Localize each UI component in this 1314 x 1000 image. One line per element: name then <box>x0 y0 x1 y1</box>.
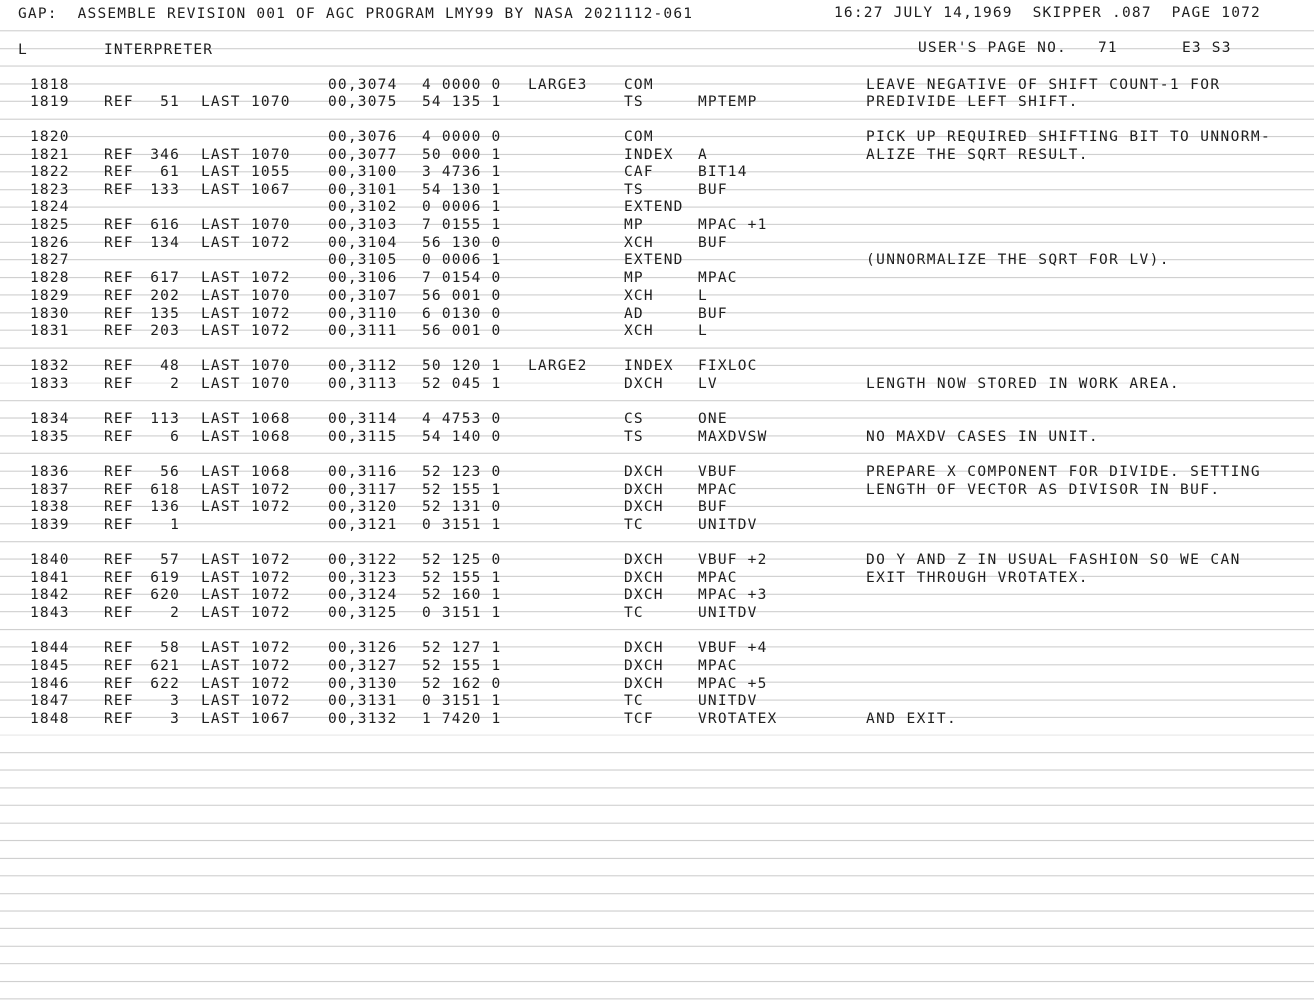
operand: UNITDV <box>698 517 758 533</box>
comment: ALIZE THE SQRT RESULT. <box>866 147 1089 163</box>
line-number: 1828 <box>30 270 70 286</box>
last-label: LAST <box>201 217 241 233</box>
last-label: LAST <box>201 676 241 692</box>
line-number: 1831 <box>30 323 70 339</box>
last-label: LAST <box>201 288 241 304</box>
ref-label: REF <box>104 658 134 674</box>
last-number: 1072 <box>251 482 291 498</box>
address: 00,3111 <box>328 323 398 339</box>
comment: AND EXIT. <box>866 711 958 727</box>
address: 00,3076 <box>328 129 398 145</box>
octal-word: 4 0000 0 <box>422 129 502 145</box>
line-number: 1819 <box>30 94 70 110</box>
section-marker: L <box>18 42 28 58</box>
comment: PREPARE X COMPONENT FOR DIVIDE. SETTING <box>866 464 1262 480</box>
comment: (UNNORMALIZE THE SQRT FOR LV). <box>866 252 1170 268</box>
ref-label: REF <box>104 552 134 568</box>
address: 00,3113 <box>328 376 398 392</box>
line-number: 1839 <box>30 517 70 533</box>
line-number: 1840 <box>30 552 70 568</box>
last-label: LAST <box>201 411 241 427</box>
operand: MAXDVSW <box>698 429 768 445</box>
operand: A <box>698 147 708 163</box>
address: 00,3132 <box>328 711 398 727</box>
operand: L <box>698 323 708 339</box>
ref-label: REF <box>104 235 134 251</box>
octal-word: 52 127 1 <box>422 640 502 656</box>
operand: BIT14 <box>698 164 748 180</box>
opcode: EXTEND <box>624 252 684 268</box>
last-number: 1070 <box>251 147 291 163</box>
opcode: TS <box>624 429 644 445</box>
address: 00,3124 <box>328 587 398 603</box>
address: 00,3120 <box>328 499 398 515</box>
opcode: DXCH <box>624 482 664 498</box>
opcode: TC <box>624 693 644 709</box>
ref-number: 136 <box>150 499 180 515</box>
ref-label: REF <box>104 288 134 304</box>
opcode: DXCH <box>624 676 664 692</box>
ref-number: 621 <box>150 658 180 674</box>
opcode: DXCH <box>624 587 664 603</box>
ref-label: REF <box>104 358 134 374</box>
line-number: 1826 <box>30 235 70 251</box>
ref-label: REF <box>104 517 134 533</box>
opcode: DXCH <box>624 658 664 674</box>
address: 00,3075 <box>328 94 398 110</box>
comment: EXIT THROUGH VROTATEX. <box>866 570 1089 586</box>
operand: BUF <box>698 499 728 515</box>
octal-word: 0 0006 1 <box>422 199 502 215</box>
ref-label: REF <box>104 482 134 498</box>
address: 00,3104 <box>328 235 398 251</box>
ref-number: 56 <box>160 464 180 480</box>
ref-number: 1 <box>170 517 180 533</box>
last-label: LAST <box>201 570 241 586</box>
octal-word: 52 162 0 <box>422 676 502 692</box>
ref-label: REF <box>104 429 134 445</box>
ref-number: 3 <box>170 711 180 727</box>
line-number: 1845 <box>30 658 70 674</box>
ref-number: 618 <box>150 482 180 498</box>
ref-label: REF <box>104 499 134 515</box>
octal-word: 52 160 1 <box>422 587 502 603</box>
comment: LENGTH NOW STORED IN WORK AREA. <box>866 376 1181 392</box>
address: 00,3116 <box>328 464 398 480</box>
ref-label: REF <box>104 270 134 286</box>
last-number: 1068 <box>251 429 291 445</box>
line-number: 1835 <box>30 429 70 445</box>
line-number: 1848 <box>30 711 70 727</box>
address: 00,3121 <box>328 517 398 533</box>
ref-label: REF <box>104 464 134 480</box>
ref-label: REF <box>104 693 134 709</box>
line-number: 1832 <box>30 358 70 374</box>
address: 00,3074 <box>328 77 398 93</box>
last-label: LAST <box>201 164 241 180</box>
last-number: 1070 <box>251 217 291 233</box>
ref-label: REF <box>104 605 134 621</box>
octal-word: 7 0155 1 <box>422 217 502 233</box>
ref-number: 135 <box>150 306 180 322</box>
last-label: LAST <box>201 376 241 392</box>
last-number: 1070 <box>251 94 291 110</box>
octal-word: 54 130 1 <box>422 182 502 198</box>
last-label: LAST <box>201 640 241 656</box>
last-label: LAST <box>201 94 241 110</box>
opcode: TS <box>624 182 644 198</box>
comment: LENGTH OF VECTOR AS DIVISOR IN BUF. <box>866 482 1221 498</box>
operand: BUF <box>698 306 728 322</box>
ref-number: 203 <box>150 323 180 339</box>
section-title: INTERPRETER <box>104 42 214 58</box>
opcode: AD <box>624 306 644 322</box>
octal-word: 0 0006 1 <box>422 252 502 268</box>
last-label: LAST <box>201 587 241 603</box>
opcode: DXCH <box>624 552 664 568</box>
header-timestamp: 16:27 JULY 14,1969 SKIPPER .087 PAGE 1072 <box>834 5 1261 21</box>
ref-number: 134 <box>150 235 180 251</box>
address: 00,3125 <box>328 605 398 621</box>
ref-label: REF <box>104 411 134 427</box>
ref-label: REF <box>104 570 134 586</box>
ref-number: 202 <box>150 288 180 304</box>
last-number: 1068 <box>251 464 291 480</box>
line-number: 1824 <box>30 199 70 215</box>
last-number: 1072 <box>251 640 291 656</box>
operand: FIXLOC <box>698 358 758 374</box>
address: 00,3110 <box>328 306 398 322</box>
last-number: 1072 <box>251 570 291 586</box>
opcode: COM <box>624 129 654 145</box>
address: 00,3077 <box>328 147 398 163</box>
ref-label: REF <box>104 94 134 110</box>
ref-number: 57 <box>160 552 180 568</box>
ref-label: REF <box>104 376 134 392</box>
last-number: 1070 <box>251 376 291 392</box>
ref-number: 48 <box>160 358 180 374</box>
last-number: 1067 <box>251 711 291 727</box>
line-number: 1825 <box>30 217 70 233</box>
ref-number: 622 <box>150 676 180 692</box>
address: 00,3100 <box>328 164 398 180</box>
octal-word: 52 125 0 <box>422 552 502 568</box>
address: 00,3103 <box>328 217 398 233</box>
line-number: 1822 <box>30 164 70 180</box>
operand: VBUF +2 <box>698 552 768 568</box>
last-number: 1055 <box>251 164 291 180</box>
octal-word: 4 0000 0 <box>422 77 502 93</box>
line-number: 1842 <box>30 587 70 603</box>
users-page-label: USER'S PAGE NO. <box>918 40 1067 56</box>
last-label: LAST <box>201 358 241 374</box>
octal-word: 7 0154 0 <box>422 270 502 286</box>
users-page-number: 71 <box>1098 40 1118 56</box>
address: 00,3131 <box>328 693 398 709</box>
ref-number: 617 <box>150 270 180 286</box>
address: 00,3101 <box>328 182 398 198</box>
octal-word: 54 140 0 <box>422 429 502 445</box>
ref-number: 616 <box>150 217 180 233</box>
ref-number: 3 <box>170 693 180 709</box>
operand: ONE <box>698 411 728 427</box>
line-number: 1820 <box>30 129 70 145</box>
line-number: 1836 <box>30 464 70 480</box>
octal-word: 52 123 0 <box>422 464 502 480</box>
address: 00,3123 <box>328 570 398 586</box>
operand: VBUF +4 <box>698 640 768 656</box>
address: 00,3130 <box>328 676 398 692</box>
last-number: 1072 <box>251 235 291 251</box>
ref-number: 6 <box>170 429 180 445</box>
line-number: 1823 <box>30 182 70 198</box>
last-label: LAST <box>201 605 241 621</box>
last-label: LAST <box>201 464 241 480</box>
last-label: LAST <box>201 182 241 198</box>
comment: DO Y AND Z IN USUAL FASHION SO WE CAN <box>866 552 1241 568</box>
ref-label: REF <box>104 587 134 603</box>
octal-word: 56 001 0 <box>422 323 502 339</box>
address: 00,3107 <box>328 288 398 304</box>
last-number: 1072 <box>251 605 291 621</box>
line-number: 1837 <box>30 482 70 498</box>
octal-word: 0 3151 1 <box>422 605 502 621</box>
line-number: 1833 <box>30 376 70 392</box>
last-number: 1072 <box>251 587 291 603</box>
line-number: 1829 <box>30 288 70 304</box>
line-number: 1827 <box>30 252 70 268</box>
ref-number: 133 <box>150 182 180 198</box>
opcode: MP <box>624 270 644 286</box>
address: 00,3126 <box>328 640 398 656</box>
line-number: 1818 <box>30 77 70 93</box>
address: 00,3112 <box>328 358 398 374</box>
octal-word: 3 4736 1 <box>422 164 502 180</box>
operand: MPAC +1 <box>698 217 768 233</box>
octal-word: 50 120 1 <box>422 358 502 374</box>
opcode: CS <box>624 411 644 427</box>
operand: LV <box>698 376 718 392</box>
ref-number: 2 <box>170 605 180 621</box>
address: 00,3102 <box>328 199 398 215</box>
symbol-label: LARGE3 <box>528 77 588 93</box>
line-number: 1841 <box>30 570 70 586</box>
octal-word: 50 000 1 <box>422 147 502 163</box>
ref-number: 61 <box>160 164 180 180</box>
line-number: 1834 <box>30 411 70 427</box>
last-label: LAST <box>201 270 241 286</box>
operand: UNITDV <box>698 693 758 709</box>
ref-number: 346 <box>150 147 180 163</box>
last-number: 1070 <box>251 358 291 374</box>
last-number: 1072 <box>251 270 291 286</box>
ref-label: REF <box>104 306 134 322</box>
address: 00,3117 <box>328 482 398 498</box>
last-number: 1072 <box>251 693 291 709</box>
operand: VROTATEX <box>698 711 778 727</box>
opcode: DXCH <box>624 499 664 515</box>
octal-word: 52 155 1 <box>422 570 502 586</box>
line-number: 1838 <box>30 499 70 515</box>
opcode: TC <box>624 517 644 533</box>
octal-word: 6 0130 0 <box>422 306 502 322</box>
ref-number: 619 <box>150 570 180 586</box>
ref-label: REF <box>104 182 134 198</box>
last-label: LAST <box>201 693 241 709</box>
ref-label: REF <box>104 640 134 656</box>
last-label: LAST <box>201 147 241 163</box>
ref-number: 620 <box>150 587 180 603</box>
line-number: 1843 <box>30 605 70 621</box>
address: 00,3127 <box>328 658 398 674</box>
line-number: 1846 <box>30 676 70 692</box>
address: 00,3114 <box>328 411 398 427</box>
line-number: 1847 <box>30 693 70 709</box>
octal-word: 1 7420 1 <box>422 711 502 727</box>
last-number: 1072 <box>251 499 291 515</box>
header-title: GAP: ASSEMBLE REVISION 001 OF AGC PROGRAM LMY99 BY NASA 2021112-061 <box>18 6 694 22</box>
opcode: TCF <box>624 711 654 727</box>
opcode: DXCH <box>624 640 664 656</box>
last-number: 1072 <box>251 658 291 674</box>
last-number: 1068 <box>251 411 291 427</box>
opcode: TC <box>624 605 644 621</box>
address: 00,3106 <box>328 270 398 286</box>
operand: MPTEMP <box>698 94 758 110</box>
line-number: 1844 <box>30 640 70 656</box>
octal-word: 54 135 1 <box>422 94 502 110</box>
last-number: 1072 <box>251 306 291 322</box>
last-label: LAST <box>201 429 241 445</box>
operand: MPAC +3 <box>698 587 768 603</box>
operand: UNITDV <box>698 605 758 621</box>
last-label: LAST <box>201 482 241 498</box>
operand: BUF <box>698 235 728 251</box>
comment: PREDIVIDE LEFT SHIFT. <box>866 94 1079 110</box>
address: 00,3122 <box>328 552 398 568</box>
opcode: DXCH <box>624 376 664 392</box>
opcode: XCH <box>624 323 654 339</box>
ref-label: REF <box>104 217 134 233</box>
comment: PICK UP REQUIRED SHIFTING BIT TO UNNORM- <box>866 129 1272 145</box>
symbol-label: LARGE2 <box>528 358 588 374</box>
page-code: E3 S3 <box>1182 40 1232 56</box>
operand: MPAC <box>698 570 738 586</box>
operand: MPAC <box>698 658 738 674</box>
octal-word: 52 131 0 <box>422 499 502 515</box>
operand: MPAC +5 <box>698 676 768 692</box>
operand: MPAC <box>698 482 738 498</box>
last-label: LAST <box>201 552 241 568</box>
last-label: LAST <box>201 323 241 339</box>
ref-number: 113 <box>150 411 180 427</box>
opcode: DXCH <box>624 570 664 586</box>
last-number: 1072 <box>251 323 291 339</box>
ref-number: 51 <box>160 94 180 110</box>
opcode: COM <box>624 77 654 93</box>
operand: BUF <box>698 182 728 198</box>
comment: NO MAXDV CASES IN UNIT. <box>866 429 1099 445</box>
address: 00,3115 <box>328 429 398 445</box>
opcode: XCH <box>624 288 654 304</box>
last-number: 1072 <box>251 552 291 568</box>
last-label: LAST <box>201 306 241 322</box>
opcode: INDEX <box>624 147 674 163</box>
octal-word: 52 155 1 <box>422 482 502 498</box>
operand: L <box>698 288 708 304</box>
ref-number: 2 <box>170 376 180 392</box>
octal-word: 52 155 1 <box>422 658 502 674</box>
octal-word: 4 4753 0 <box>422 411 502 427</box>
last-number: 1072 <box>251 676 291 692</box>
ref-label: REF <box>104 147 134 163</box>
opcode: MP <box>624 217 644 233</box>
octal-word: 56 001 0 <box>422 288 502 304</box>
operand: VBUF <box>698 464 738 480</box>
address: 00,3105 <box>328 252 398 268</box>
opcode: INDEX <box>624 358 674 374</box>
comment: LEAVE NEGATIVE OF SHIFT COUNT-1 FOR <box>866 77 1221 93</box>
opcode: EXTEND <box>624 199 684 215</box>
opcode: XCH <box>624 235 654 251</box>
last-label: LAST <box>201 711 241 727</box>
octal-word: 0 3151 1 <box>422 517 502 533</box>
last-label: LAST <box>201 499 241 515</box>
last-label: LAST <box>201 658 241 674</box>
last-number: 1070 <box>251 288 291 304</box>
ref-label: REF <box>104 164 134 180</box>
line-number: 1821 <box>30 147 70 163</box>
line-number: 1830 <box>30 306 70 322</box>
opcode: CAF <box>624 164 654 180</box>
ref-number: 58 <box>160 640 180 656</box>
last-label: LAST <box>201 235 241 251</box>
octal-word: 0 3151 1 <box>422 693 502 709</box>
ref-label: REF <box>104 711 134 727</box>
ref-label: REF <box>104 323 134 339</box>
ref-label: REF <box>104 676 134 692</box>
last-number: 1067 <box>251 182 291 198</box>
octal-word: 56 130 0 <box>422 235 502 251</box>
opcode: DXCH <box>624 464 664 480</box>
octal-word: 52 045 1 <box>422 376 502 392</box>
opcode: TS <box>624 94 644 110</box>
operand: MPAC <box>698 270 738 286</box>
